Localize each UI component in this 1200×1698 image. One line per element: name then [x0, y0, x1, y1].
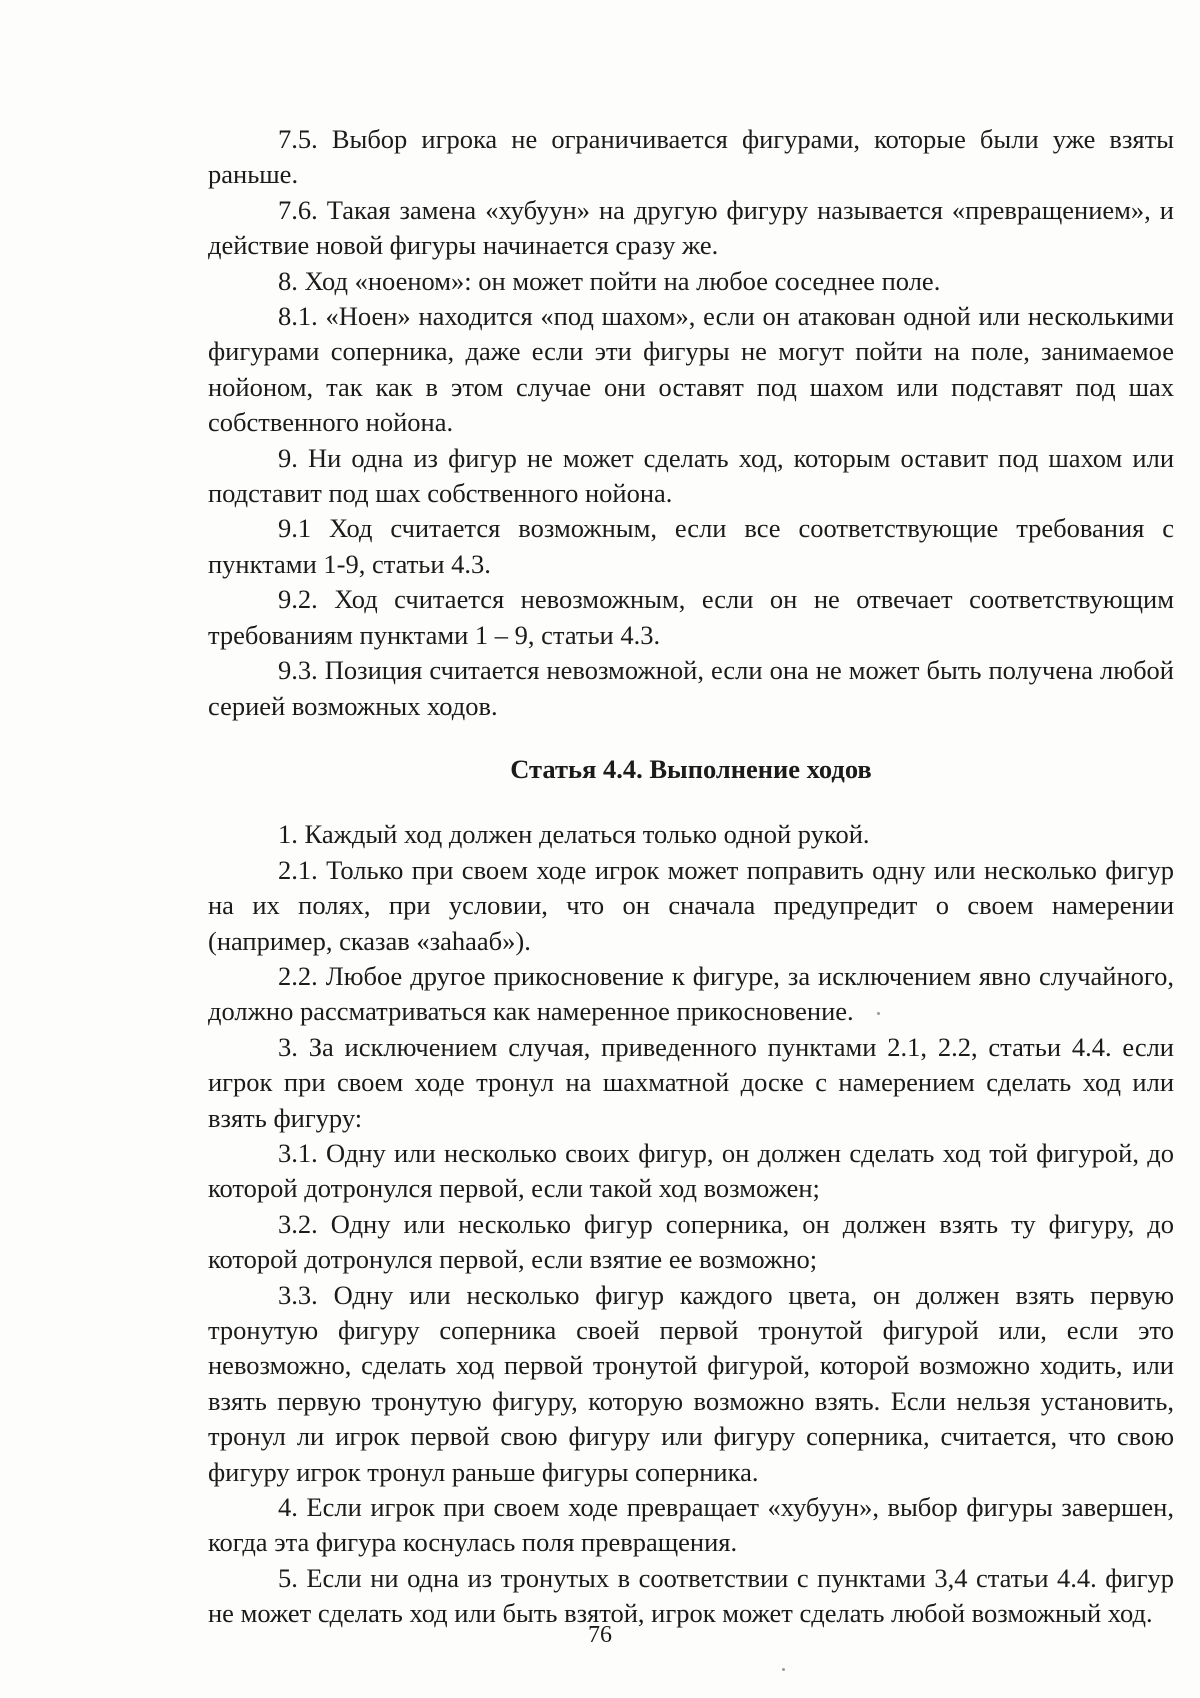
paragraph-8-1: 8.1. «Ноен» находится «под шахом», если он атакован одной или несколькими фигурами соперника, даже если эти фигуры не могут пойти на поле, занимаемое нойоном, так как в этом случае они оставят под шахом или подставят под шах собственного нойона.: [208, 301, 1174, 438]
paragraph-7-6: 7.6. Такая замена «хубуун» на другую фигуру называется «превращением», и действие новой фигуры начинается сразу же.: [208, 194, 1174, 261]
paragraph-9-3: 9.3. Позиция считается невозможной, если она не может быть получена любой серией возможных ходов.: [208, 655, 1174, 721]
paragraph-4: 4. Если игрок при своем ходе превращает «хубуун», выбор фигуры завершен, когда эта фигура коснулась поля превращения.: [208, 1492, 1174, 1558]
paragraph-1: 1. Каждый ход должен делаться только одной рукой.: [278, 819, 870, 850]
paragraph-9-2: 9.2. Ход считается невозможным, если он не отвечает соответствующим требованиям пунктами 1 – 9, статьи 4.3.: [208, 584, 1174, 650]
page-number: 76: [588, 1622, 612, 1648]
paragraph-5: 5. Если ни одна из тронутых в соответствии с пунктами 3,4 статьи 4.4. фигур не может сделать ход или быть взятой, игрок может сделать любой возможный ход.: [208, 1562, 1174, 1629]
paragraph-2-2: 2.2. Любое другое прикосновение к фигуре, за исключением явно случайного, должно рассматриваться как намеренное прикосновение.: [208, 960, 1174, 1027]
paragraph-3-3: 3.3. Одну или несколько фигур каждого цвета, он должен взять первую тронутую фигуру соперника своей первой тронутой фигурой или, если это невозможно, сделать ход первой тронутой фигурой, которой возможно ходить, или взять первую тронутую фигуру, которую возможно взять. Если нельзя установить, тронул ли игрок первой свою фигуру или фигуру соперника, считается, что свою фигуру игрок тронул раньше фигуры соперника.: [208, 1279, 1174, 1487]
document-body: [208, 122, 1174, 1632]
scan-speck: [877, 1012, 880, 1015]
section-heading: Статья 4.4. Выполнение ходов: [510, 753, 872, 784]
paragraph-7-5: 7.5. Выбор игрока не ограничивается фигурами, которые были уже взяты раньше.: [208, 124, 1174, 190]
paragraph-8: 8. Ход «ноеном»: он может пойти на любое соседнее поле.: [278, 265, 941, 296]
paragraph-2-1: 2.1. Только при своем ходе игрок может поправить одну или несколько фигур на их полях, при условии, что он сначала предупредит о своем намерении (например, сказав «заһааб»).: [208, 854, 1174, 956]
paragraph-3-1: 3.1. Одну или несколько своих фигур, он должен сделать ход той фигурой, до которой дотронулся первой, если такой ход возможен;: [208, 1137, 1174, 1204]
paragraph-9-1: 9.1 Ход считается возможным, если все соответствующие требования с пунктами 1-9, статьи 4.3.: [208, 513, 1174, 579]
paragraph-3-2: 3.2. Одну или несколько фигур соперника, он должен взять ту фигуру, до которой дотронулся первой, если взятие ее возможно;: [208, 1208, 1174, 1275]
paragraph-3: 3. За исключением случая, приведенного пунктами 2.1, 2.2, статьи 4.4. если игрок при своем ходе тронул на шахматной доске с намерением сделать ход или взять фигуру:: [208, 1031, 1174, 1133]
paragraph-9: 9. Ни одна из фигур не может сделать ход, которым оставит под шахом или подставит под шах собственного нойона.: [208, 442, 1174, 509]
scan-speck: [782, 1668, 785, 1671]
